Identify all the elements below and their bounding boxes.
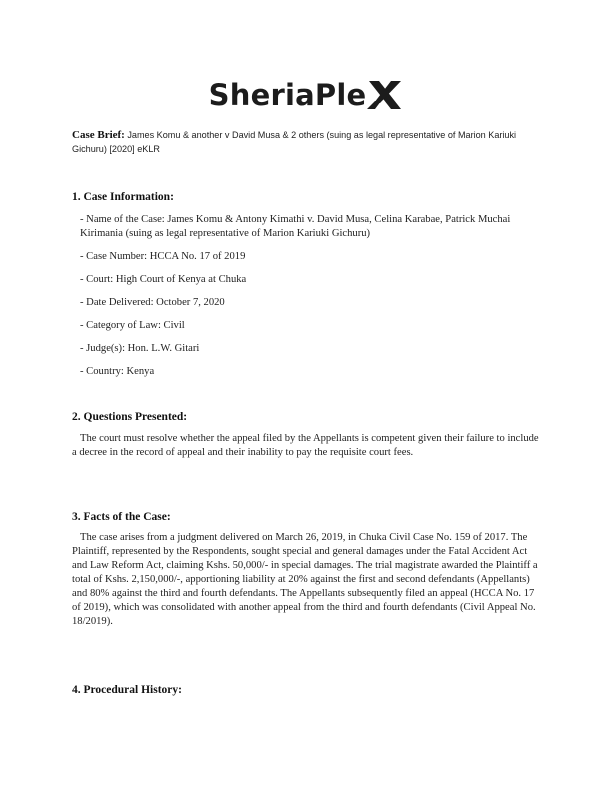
facts-text: The case arises from a judgment delivered on March 26, 2019, in Chuka Civil Case No. 159 of 2017. The Plaintiff, represented by the Respondents, sought special and general damages under the Fatal Accident Act and Law Reform Act, claiming Kshs. 50,000/- in special damages. The trial magistrate awarded the Plaintiff a total of Kshs. 2,150,000/-, apportioning liability at 20% against the first and second defendants (Appellants) and 80% against the third and fourth defendants. The Appellants subsequently filed an appeal (HCCA No. 17 of 2019), which was consolidated with another appeal from the third and fourth defendants (Civil Appeal No. 18/2019).: [72, 532, 538, 627]
case-brief-label: Case Brief:: [72, 129, 125, 141]
case-date: - Date Delivered: October 7, 2020: [80, 297, 225, 308]
section-heading-facts: 3. Facts of the Case:: [72, 511, 171, 523]
section-heading-procedural-history: 4. Procedural History:: [72, 684, 182, 696]
logo-x-icon: [367, 79, 403, 111]
section-heading-case-information: 1. Case Information:: [72, 191, 174, 203]
sheriaplex-logo: [0, 72, 612, 118]
logo-text: SheriaPle: [208, 77, 367, 112]
case-judges: - Judge(s): Hon. L.W. Gitari: [80, 343, 200, 354]
case-court: - Court: High Court of Kenya at Chuka: [80, 274, 247, 285]
case-brief: [72, 128, 542, 156]
case-category: - Category of Law: Civil: [80, 320, 185, 331]
case-number: - Case Number: HCCA No. 17 of 2019: [80, 251, 246, 262]
case-name: - Name of the Case: James Komu & Antony Kimathi v. David Musa, Celina Karabae, Patrick Muchai Kirimania (suing as legal representative of Marion Kariuki Gichuru): [80, 214, 511, 239]
logo-wordmark: [209, 79, 404, 111]
questions-text: The court must resolve whether the appeal filed by the Appellants is competent given their failure to include a decree in the record of appeal and their inability to pay the requisite court fees.: [72, 433, 539, 458]
case-brief-text: James Komu & another v David Musa & 2 others (suing as legal representative of Marion Kariuki Gichuru) [2020] eKLR: [72, 130, 517, 154]
case-country: - Country: Kenya: [80, 366, 155, 377]
section-heading-questions: 2. Questions Presented:: [72, 411, 188, 423]
